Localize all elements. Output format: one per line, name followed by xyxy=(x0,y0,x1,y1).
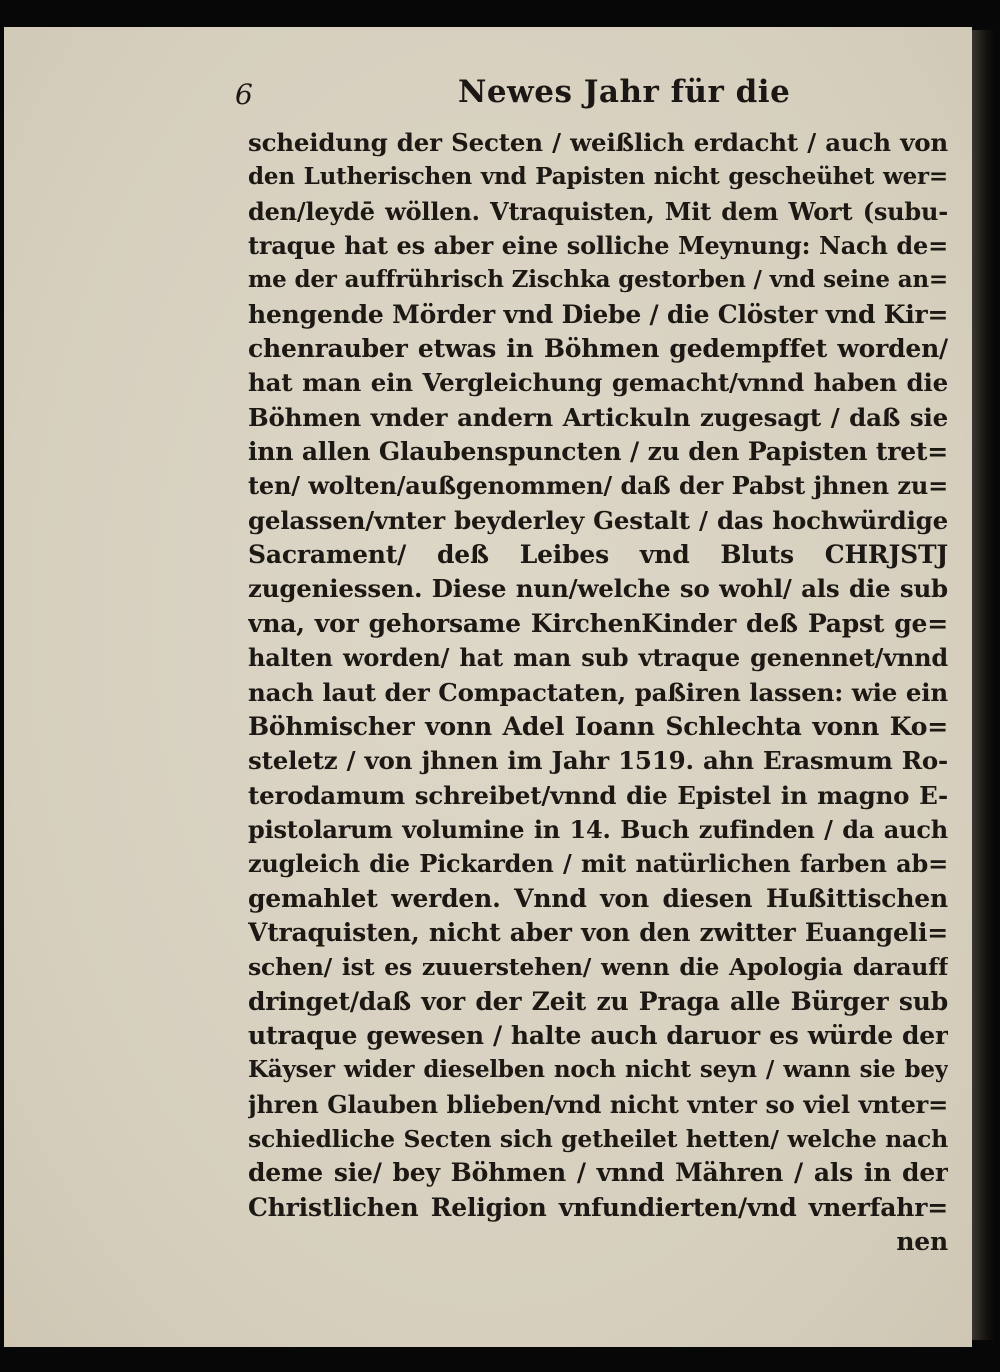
text-line: hengende Mörder vnd Diebe / die Clöster vnd Kir= xyxy=(248,299,948,329)
text-line: ten/ wolten/außgenommen/ daß der Pabst jhnen zu= xyxy=(248,471,948,501)
body-text xyxy=(248,126,948,1259)
text-line: halten worden/ hat man sub vtraque genennet/vnnd xyxy=(248,643,948,673)
running-head: Newes Jahr für die xyxy=(458,74,791,110)
text-line: Käyser wider dieselben noch nicht seyn / wann sie bey xyxy=(248,1056,948,1084)
text-line: inn allen Glaubenspuncten / zu den Papisten tret= xyxy=(248,437,948,467)
text-line: scheidung der Secten / weißlich erdacht / auch von xyxy=(248,128,948,157)
text-line: den Lutherischen vnd Papisten nicht gescheühet wer= xyxy=(248,163,948,191)
text-line: pistolarum volumine in 14. Buch zufinden / da auch xyxy=(248,814,948,844)
text-line: terodamum schreibet/vnnd die Epistel in magno E- xyxy=(248,780,948,810)
text-line: Vtraquisten, nicht aber von den zwitter Euangeli= xyxy=(248,917,948,947)
text-line: vna, vor gehorsame KirchenKinder deß Papst ge= xyxy=(248,608,948,638)
text-line: nach laut der Compactaten, paßiren lassen: wie ein xyxy=(248,677,948,707)
text-line: Böhmen vnder andern Artickuln zugesagt / daß sie xyxy=(248,402,948,432)
text-line: gelassen/vnter beyderley Gestalt / das hochwürdige xyxy=(248,505,948,535)
text-line: Sacrament/ deß Leibes vnd Bluts CHRJSTJ xyxy=(248,540,948,570)
text-line: me der auffrührisch Zischka gestorben / vnd seine an= xyxy=(248,266,948,294)
text-line: Christlichen Religion vnfundierten/vnd vnerfahr= xyxy=(248,1192,948,1222)
catchword: nen xyxy=(896,1227,948,1256)
text-line: den/leydē wöllen. Vtraquisten, Mit dem Wort (subu- xyxy=(248,196,948,226)
text-line: zugleich die Pickarden / mit natürlichen farben ab= xyxy=(248,849,948,879)
text-line: gemahlet werden. Vnnd von diesen Hußittischen xyxy=(248,883,948,913)
text-line: Böhmischer vonn Adel Ioann Schlechta vonn Ko= xyxy=(248,711,948,741)
text-line: jhren Glauben blieben/vnd nicht vnter so viel vnter= xyxy=(248,1089,948,1119)
text-line: utraque gewesen / halte auch daruor es würde der xyxy=(248,1020,948,1050)
text-line: schiedliche Secten sich getheilet hetten/ welche nach xyxy=(248,1124,948,1153)
text-line: steletz / von jhnen im Jahr 1519. ahn Erasmum Ro- xyxy=(248,746,948,776)
text-line: zugeniessen. Diese nun/welche so wohl/ als die sub xyxy=(248,574,948,604)
page-number: 6 xyxy=(235,78,253,111)
text-line: hat man ein Vergleichung gemacht/vnnd haben die xyxy=(248,368,948,398)
text-line: traque hat es aber eine solliche Meynung: Nach de= xyxy=(248,231,948,261)
text-line: chenrauber etwas in Böhmen gedempffet worden/ xyxy=(248,334,948,364)
text-line: dringet/daß vor der Zeit zu Praga alle Bürger sub xyxy=(248,986,948,1016)
text-line: deme sie/ bey Böhmen / vnnd Mähren / als in der xyxy=(248,1158,948,1188)
text-line: schen/ ist es zuuerstehen/ wenn die Apologia darauff xyxy=(248,953,948,982)
page-edge-shadow xyxy=(972,30,996,1340)
